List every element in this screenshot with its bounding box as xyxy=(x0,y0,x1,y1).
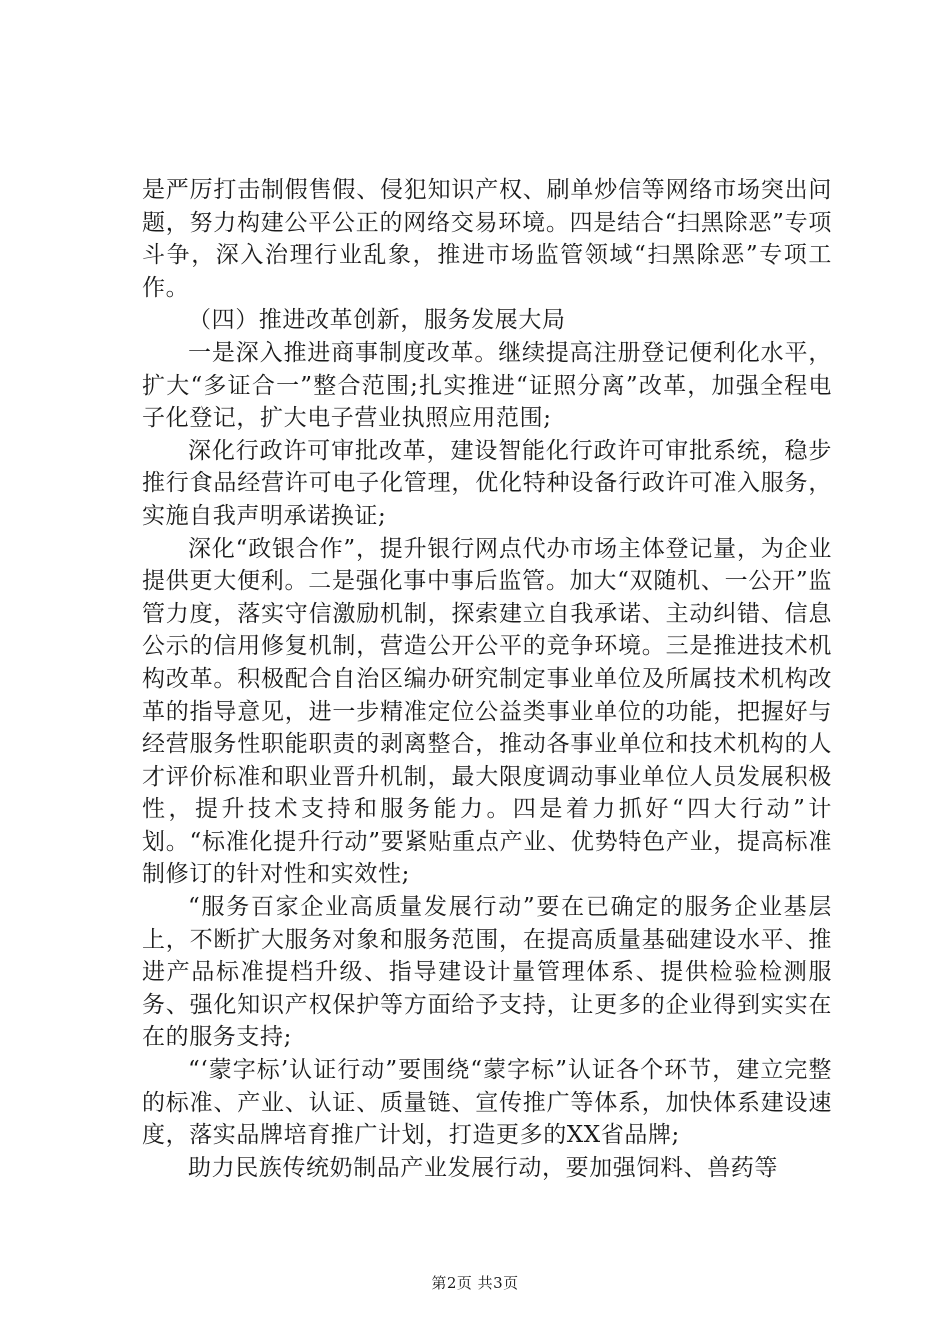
paragraph: “‘蒙字标’认证行动”要围绕“蒙字标”认证各个环节，建立完整的标准、产业、认证、质量链、宣传推广等体系，加快体系建设速度，落实品牌培育推广计划，打造更多的XX省品牌; xyxy=(142,1057,832,1149)
paragraph: 是严厉打击制假售假、侵犯知识产权、刷单炒信等网络市场突出问题，努力构建公平公正的网络交易环境。四是结合“扫黑除恶”专项斗争，深入治理行业乱象，推进市场监管领域“扫黑除恶”专项工作。 xyxy=(142,177,832,301)
paragraph: 深化“政银合作”，提升银行网点代办市场主体登记量，为企业提供更大便利。二是强化事中事后监管。加大“双随机、一公开”监管力度，落实守信激励机制，探索建立自我承诺、主动纠错、信息公示的信用修复机制，营造公开公平的竞争环境。三是推进技术机构改革。积极配合自治区编办研究制定事业单位及所属技术机构改革的指导意见，进一步精准定位公益类事业单位的功能，把握好与经营服务性职能职责的剥离整合，推动各事业单位和技术机构的人才评价标准和职业晋升机制，最大限度调动事业单位人员发展积极性，提升技术支持和服务能力。四是着力抓好“四大行动”计划。“标准化提升行动”要紧贴重点产业、优势特色产业，提高标准制修订的针对性和实效性; xyxy=(142,535,832,888)
page-number-footer: 第2页 共3页 xyxy=(431,1274,519,1292)
paragraph: 助力民族传统奶制品产业发展行动，要加强饲料、兽药等 xyxy=(188,1154,778,1181)
paragraph: 一是深入推进商事制度改革。继续提高注册登记便利化水平，扩大“多证合一”整合范围;扎实推进“证照分离”改革，加强全程电子化登记，扩大电子营业执照应用范围; xyxy=(142,339,832,432)
paragraph: “服务百家企业高质量发展行动”要在已确定的服务企业基层上，不断扩大服务对象和服务范围，在提高质量基础建设水平、推进产品标准提档升级、指导建设计量管理体系、提供检验检测服务、强化知识产权保护等方面给予支持，让更多的企业得到实实在在的服务支持; xyxy=(142,894,832,1051)
section-heading: （四）推进改革创新，服务发展大局 xyxy=(188,307,566,334)
document-body xyxy=(142,174,832,1184)
paragraph: 深化行政许可审批改革，建设智能化行政许可审批系统，稳步推行食品经营许可电子化管理，优化特种设备行政许可准入服务，实施自我声明承诺换证; xyxy=(142,437,832,529)
